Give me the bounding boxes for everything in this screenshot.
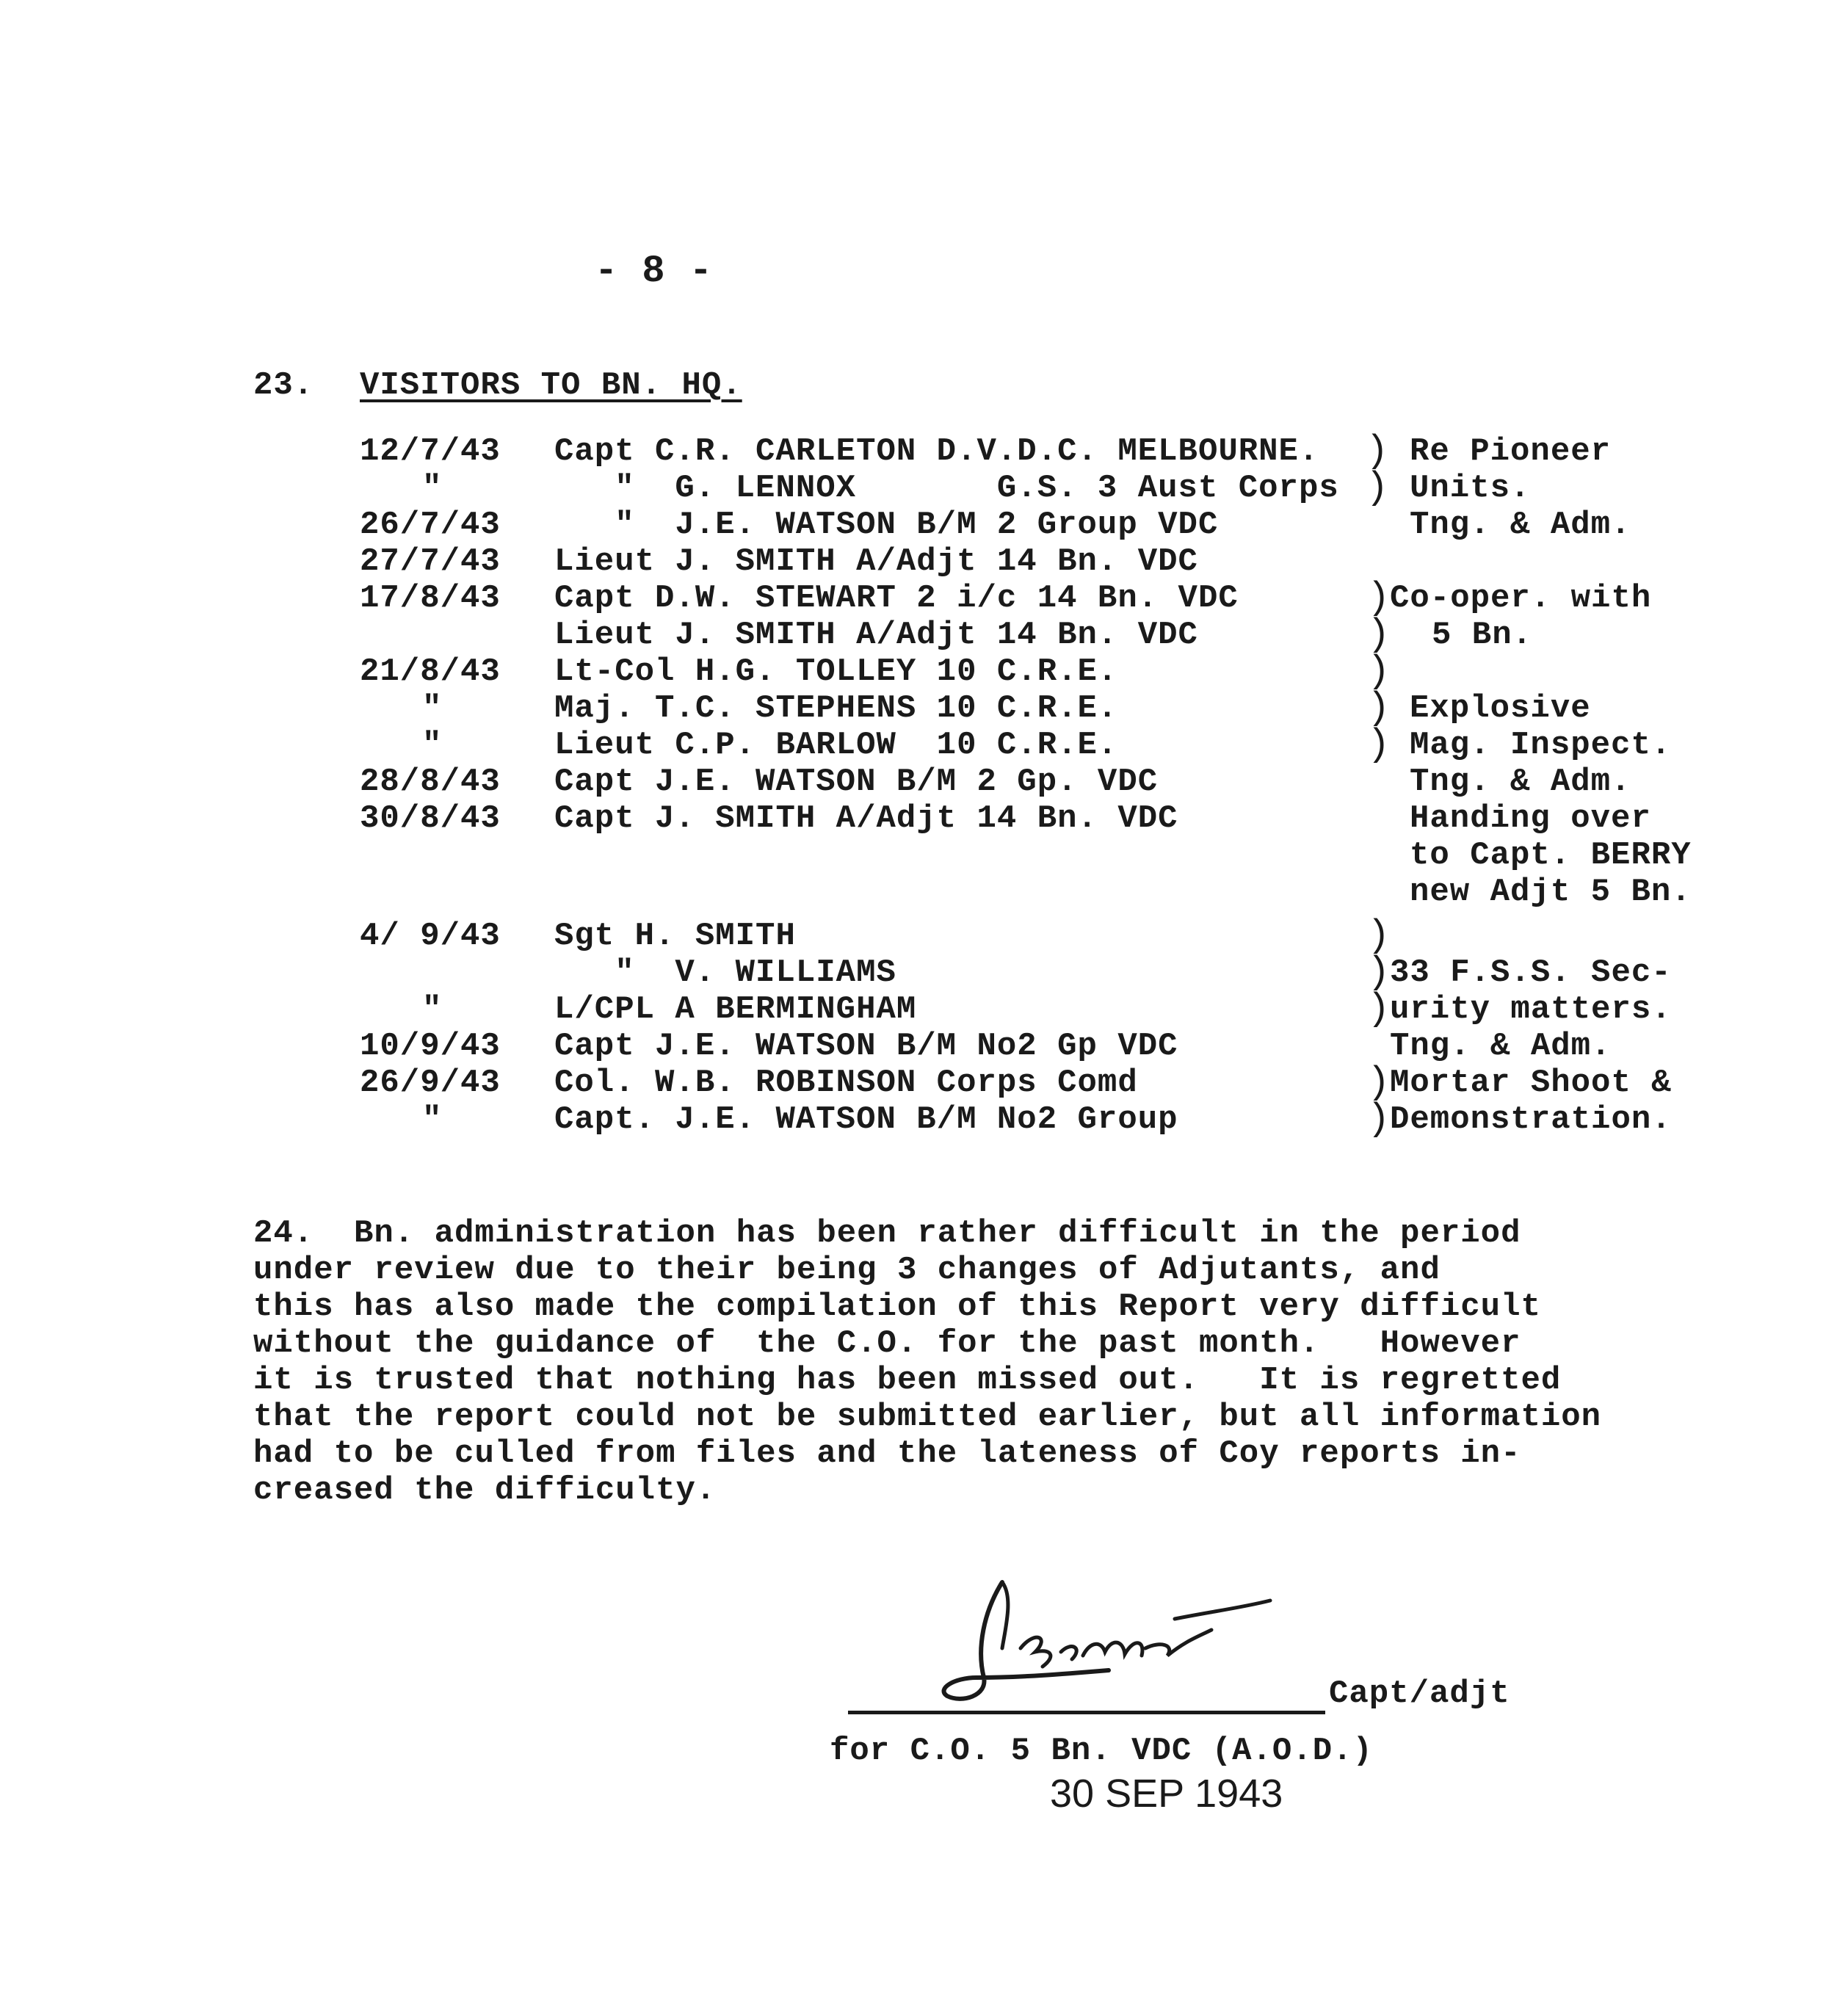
paragraph-line: 24. Bn. administration has been rather difficult in the period [253, 1215, 1521, 1252]
paragraph-line: this has also made the compilation of this Report very difficult [253, 1288, 1541, 1325]
bracket: ) [1367, 613, 1391, 656]
visitor-name: Capt J. SMITH A/Adjt 14 Bn. VDC [554, 800, 1178, 837]
section-23-number: 23. [253, 367, 314, 404]
visit-purpose: Mortar Shoot & [1390, 1065, 1672, 1101]
paragraph-line: under review due to their being 3 changes of Adjutants, and [253, 1252, 1441, 1288]
paragraph-line: had to be culled from files and the lateness of Coy reports in- [253, 1435, 1521, 1472]
visit-purpose: Tng. & Adm. [1410, 764, 1631, 800]
section-23-title: VISITORS TO BN. HQ. [360, 367, 742, 404]
visit-date: 12/7/43 [360, 433, 501, 470]
visit-date: 4/ 9/43 [360, 918, 501, 954]
handwritten-signature [932, 1567, 1285, 1714]
visit-purpose: Tng. & Adm. [1410, 507, 1631, 543]
signatory-title: Capt/adjt [1329, 1675, 1510, 1712]
bracket: ) [1367, 951, 1391, 994]
visit-purpose: Mag. Inspect. [1410, 727, 1672, 764]
visitor-name: L/CPL A BERMINGHAM [554, 991, 917, 1028]
bracket: ) [1366, 429, 1390, 473]
section-24-paragraph [253, 1215, 1722, 1509]
visit-purpose: Demonstration. [1390, 1101, 1672, 1138]
visitor-name: " J.E. WATSON B/M 2 Group VDC [554, 507, 1219, 543]
visit-purpose: Tng. & Adm. [1390, 1028, 1612, 1065]
paragraph-line: without the guidance of the C.O. for the past month. However [253, 1325, 1521, 1362]
visit-date: 10/9/43 [360, 1028, 501, 1065]
visitor-name: Maj. T.C. STEPHENS 10 C.R.E. [554, 690, 1118, 727]
visit-date: " [422, 470, 443, 507]
visitor-name: " V. WILLIAMS [554, 954, 896, 991]
bracket: ) [1367, 914, 1391, 957]
visit-purpose: new Adjt 5 Bn. [1410, 874, 1692, 910]
visit-date: 28/8/43 [360, 764, 501, 800]
visitor-name: Capt C.R. CARLETON D.V.D.C. MELBOURNE. [554, 433, 1319, 470]
visit-date: 21/8/43 [360, 653, 501, 690]
visitor-name: Sgt H. SMITH [554, 918, 796, 954]
visit-date: 27/7/43 [360, 543, 501, 580]
visit-purpose: Units. [1410, 470, 1531, 507]
visitor-name: " G. LENNOX G.S. 3 Aust Corps [554, 470, 1339, 507]
visit-purpose: Explosive [1410, 690, 1591, 727]
paragraph-line: it is trusted that nothing has been missed out. It is regretted [253, 1362, 1562, 1399]
visit-date: " [422, 727, 443, 764]
visit-purpose: 33 F.S.S. Sec- [1390, 954, 1672, 991]
visitor-name: Lieut J. SMITH A/Adjt 14 Bn. VDC [554, 617, 1198, 653]
bracket: ) [1367, 650, 1391, 693]
visit-date: 17/8/43 [360, 580, 501, 617]
bracket: ) [1367, 1061, 1391, 1104]
visitor-name: Col. W.B. ROBINSON Corps Comd [554, 1065, 1138, 1101]
visit-date: " [422, 991, 443, 1028]
visitor-name: Lt-Col H.G. TOLLEY 10 C.R.E. [554, 653, 1118, 690]
visitor-name: Lieut J. SMITH A/Adjt 14 Bn. VDC [554, 543, 1198, 580]
visitor-name: Capt D.W. STEWART 2 i/c 14 Bn. VDC [554, 580, 1239, 617]
bracket: ) [1366, 466, 1390, 510]
paragraph-line: creased the difficulty. [253, 1472, 717, 1509]
visitor-name: Capt J.E. WATSON B/M 2 Gp. VDC [554, 764, 1159, 800]
page-number: - 8 - [595, 250, 714, 293]
visit-purpose: to Capt. BERRY [1410, 837, 1692, 874]
visit-date: 30/8/43 [360, 800, 501, 837]
visitor-name: Capt. J.E. WATSON B/M No2 Group [554, 1101, 1178, 1138]
signature-line [848, 1711, 1325, 1714]
visit-date: " [422, 1101, 443, 1138]
bracket: ) [1367, 576, 1391, 620]
visit-date: 26/7/43 [360, 507, 501, 543]
visitor-name: Capt J.E. WATSON B/M No2 Gp VDC [554, 1028, 1178, 1065]
visit-date: 26/9/43 [360, 1065, 501, 1101]
bracket: ) [1367, 1098, 1391, 1141]
visit-purpose: Co-oper. with [1390, 580, 1652, 617]
bracket: ) [1367, 987, 1391, 1031]
bracket: ) [1367, 723, 1391, 766]
for-co-line: for C.O. 5 Bn. VDC (A.O.D.) [830, 1733, 1373, 1769]
visitor-name: Lieut C.P. BARLOW 10 C.R.E. [554, 727, 1118, 764]
bracket: ) [1367, 686, 1391, 730]
visit-purpose: Handing over [1410, 800, 1651, 837]
visit-purpose: Re Pioneer [1410, 433, 1612, 470]
visit-purpose: urity matters. [1390, 991, 1672, 1028]
paragraph-line: that the report could not be submitted earlier, but all information [253, 1399, 1602, 1435]
date-stamp: 30 SEP 1943 [1050, 1772, 1283, 1816]
visit-date: " [422, 690, 443, 727]
visit-purpose: 5 Bn. [1432, 617, 1533, 653]
